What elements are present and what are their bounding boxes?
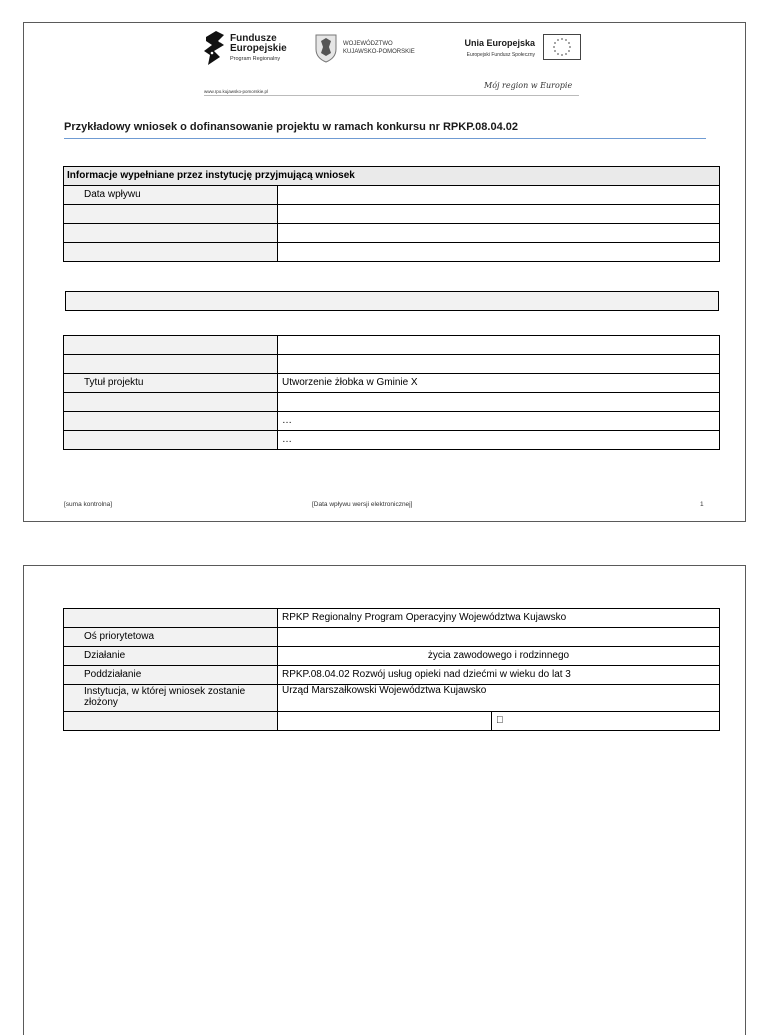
table-row	[64, 712, 720, 731]
table-row	[64, 666, 720, 685]
field-label	[64, 412, 278, 431]
intake-table-header: Informacje wypełniane przez instytucję przyjmującą wniosek	[64, 167, 720, 186]
header-divider	[204, 95, 579, 96]
field-value[interactable]	[278, 186, 720, 205]
priority-axis-label: Oś priorytetowa	[64, 628, 278, 647]
field-value[interactable]	[278, 355, 720, 374]
project-title-label: Tytuł projektu	[64, 374, 278, 393]
field-label	[64, 431, 278, 450]
document-page-1	[23, 22, 746, 522]
document-page-2	[23, 565, 746, 1035]
table-row	[66, 292, 719, 311]
table-row	[64, 224, 720, 243]
table-row	[64, 336, 720, 355]
project-title-value[interactable]: Utworzenie żłobka w Gminie X	[278, 374, 720, 393]
field-value[interactable]: …	[278, 412, 720, 431]
field-label	[64, 336, 278, 355]
header-url: www.rpo.kujawsko-pomorskie.pl	[204, 89, 269, 94]
field-label	[64, 393, 278, 412]
field-label	[64, 355, 278, 374]
action-label: Działanie	[64, 647, 278, 666]
field-value[interactable]	[278, 712, 492, 731]
footer-checksum: [suma kontrolna]	[64, 501, 113, 508]
field-label	[64, 243, 278, 262]
fe-logo-line3: Program Regionalny	[230, 56, 281, 62]
table-header-row	[64, 167, 720, 186]
page-number: 1	[700, 501, 704, 508]
section-bar-table	[65, 291, 719, 311]
coat-of-arms-icon	[313, 33, 339, 63]
footer-submission-date: [Data wpływu wersji elektronicznej]	[312, 501, 413, 508]
table-row	[64, 205, 720, 224]
field-value[interactable]	[278, 205, 720, 224]
intake-info-table	[63, 166, 720, 262]
table-row	[64, 609, 720, 628]
table-row	[64, 412, 720, 431]
ue-logo-line1: Unia Europejska	[464, 38, 535, 48]
title-underline	[64, 138, 706, 139]
section-bar	[66, 292, 719, 311]
field-label	[64, 609, 278, 628]
program-info-table	[63, 608, 720, 731]
table-row	[64, 628, 720, 647]
table-row	[64, 393, 720, 412]
table-row	[64, 431, 720, 450]
field-value[interactable]	[278, 243, 720, 262]
field-label: Data wpływu	[64, 186, 278, 205]
ue-logo-line2: Europejski Fundusz Społeczny	[466, 52, 535, 58]
fe-logo-line2: Europejskie	[230, 43, 287, 54]
header-slogan: Mój region w Europie	[484, 81, 573, 90]
subaction-label: Poddziałanie	[64, 666, 278, 685]
table-row	[64, 355, 720, 374]
unia-europejska-logo	[441, 33, 581, 65]
priority-axis-value[interactable]	[278, 628, 720, 647]
subaction-value[interactable]: RPKP.08.04.02 Rozwój usług opieki nad dziećmi w wieku do lat 3	[278, 666, 720, 685]
table-row	[64, 647, 720, 666]
institution-label: Instytucja, w której wniosek zostanie złożony	[64, 685, 278, 712]
project-info-table	[63, 335, 720, 450]
table-row	[64, 685, 720, 712]
table-row	[64, 243, 720, 262]
field-value[interactable]: …	[278, 431, 720, 450]
field-label	[64, 205, 278, 224]
field-label	[64, 224, 278, 243]
woj-logo-line1: WOJEWÓDZTWO	[343, 41, 393, 47]
checkbox-icon[interactable]	[492, 712, 720, 731]
woj-logo-line2: KUJAWSKO-POMORSKIE	[343, 49, 415, 55]
fundusze-europejskie-logo	[204, 31, 314, 73]
table-row	[64, 374, 720, 393]
wojewodztwo-logo	[313, 33, 433, 65]
field-value[interactable]	[278, 393, 720, 412]
document-title: Przykładowy wniosek o dofinansowanie projektu w ramach konkursu nr RPKP.08.04.02	[64, 121, 518, 133]
field-value[interactable]	[278, 224, 720, 243]
field-value[interactable]	[278, 336, 720, 355]
eu-flag-icon	[543, 34, 581, 60]
program-value[interactable]: RPKP Regionalny Program Operacyjny Województwa Kujawsko	[278, 609, 720, 628]
table-row	[64, 186, 720, 205]
fundusze-europejskie-icon	[204, 31, 226, 65]
field-label	[64, 712, 278, 731]
institution-value[interactable]: Urząd Marszałkowski Województwa Kujawsko	[278, 685, 720, 712]
action-value[interactable]: życia zawodowego i rodzinnego	[278, 647, 720, 666]
fe-logo-line1: Fundusze	[230, 33, 277, 44]
